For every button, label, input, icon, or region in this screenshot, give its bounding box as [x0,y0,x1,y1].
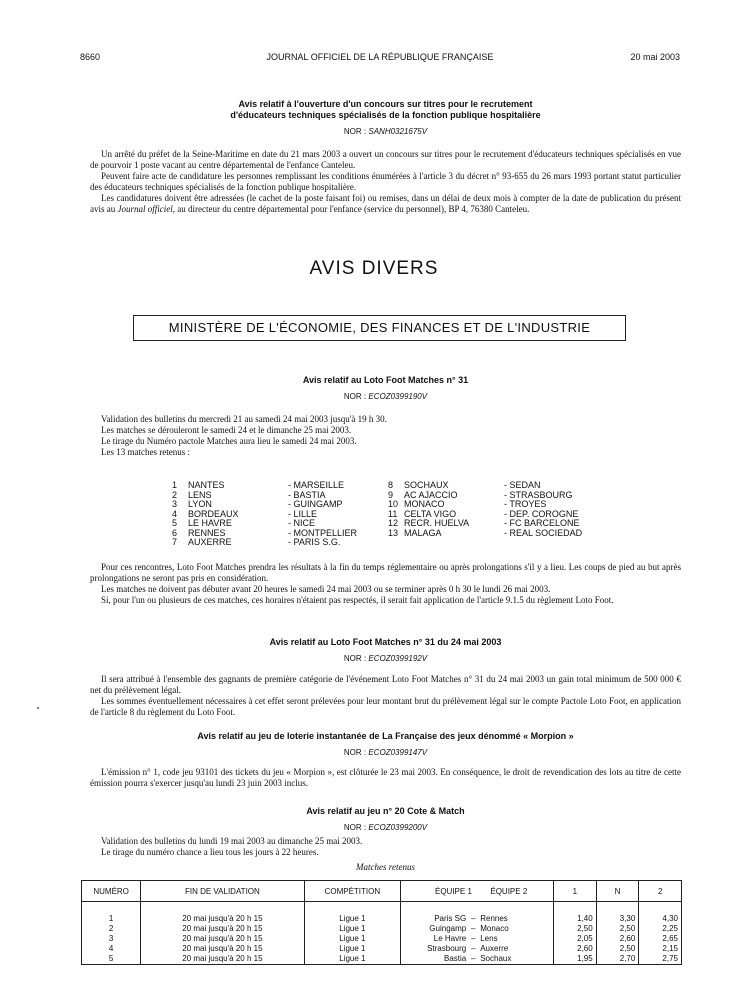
match-row: 10 MONACO - TROYES [388,499,547,509]
avis-cote-match [90,806,681,872]
avis-title: Avis relatif au jeu de loterie instantanée de La Française des jeux dénommé « Morpion » [197,731,574,741]
paragraph: Validation des bulletins du mercredi 21 au samedi 24 mai 2003 jusqu'à 19 h 30. [101,414,387,424]
avis-concours-title: Avis relatif à l'ouverture d'un concours sur titres pour le recrutement d'éducateurs techniques spécialisés de la fonction publique hospitalière [230,99,541,120]
nor-reference: NOR : ECOZ0399147V [343,748,428,757]
table-row: 5 20 mai jusqu'à 20 h 15 Ligue 1 Bastia – Sochaux 1,95 2,70 2,75 [82,954,682,965]
paragraph: Les 13 matches retenus : [101,447,190,457]
paragraph: Validation des bulletins du lundi 19 mai 2003 au dimanche 25 mai 2003. [101,836,363,846]
page-number: 8660 [80,52,101,62]
paragraph: L'émission n° 1, code jeu 93101 des tickets du jeu « Morpion », est clôturée le 23 mai 2003. En conséquence, le droit de revendication des lots au titre de cette émission pourra s'exercer jusqu'au lundi 23 juin 2003 inclus. [90,767,681,788]
journal-title: JOURNAL OFFICIEL DE LA RÉPUBLIQUE FRANÇAISE [266,52,494,62]
match-row: 12 RECR. HUELVA - FC BARCELONE [388,518,580,528]
column-header: FIN DE VALIDATION [141,881,304,902]
table-row: 1 20 mai jusqu'à 20 h 15 Ligue 1 Paris SG – Rennes 1,40 3,30 4,30 [82,914,682,924]
column-header: ÉQUIPE 1 ÉQUIPE 2 [401,881,554,902]
match-row: 5 LE HAVRE - NICE [172,518,315,528]
avis-loto-foot-31-gain [90,637,681,718]
nor-reference: NOR : SANH0321675V [343,127,428,136]
match-row: 6 RENNES - MONTPELLIER [172,527,358,538]
section-title: AVIS DIVERS [309,258,439,279]
match-row: 2 LENS - BASTIA [172,489,326,500]
column-header: N [596,881,639,902]
match-row: 8 SOCHAUX - SEDAN [388,480,541,490]
paragraph: Le tirage du Numéro pactole Matches aura lieu le samedi 24 mai 2003. [101,436,357,446]
paragraph: Les sommes éventuellement nécessaires à cet effet seront prélevées pour leur montant brut du prélèvement légal sur le compte Pactole Loto Foot, en application de l'article 8 du règlement du Loto Foot. [90,696,681,717]
issue-date: 20 mai 2003 [630,52,680,62]
avis-loto-foot-31 [90,375,681,458]
table-caption: Matches retenus [356,862,415,872]
nor-reference: NOR : ECOZ0399192V [343,654,428,663]
match-row: 3 LYON - GUINGAMP [172,499,343,509]
table-row: 3 20 mai jusqu'à 20 h 15 Ligue 1 Le Havre – Lens 2,05 2,60 2,65 [82,934,682,944]
table-row: 4 20 mai jusqu'à 20 h 15 Ligue 1 Strasbourg – Auxerre 2,60 2,50 2,15 [82,944,682,954]
match-row: 1 NANTES - MARSEILLE [172,480,345,490]
paragraph: Les candidatures doivent être adressées (le cachet de la poste faisant foi) ou remises, dans un délai de deux mois à compter de la date de publication du présent avis au Journal officiel, au directeur du centre départemental pour l'enfance (service du personnel), BP 4, 76380 Canteleu. [90,193,681,214]
avis-concours [90,99,681,215]
paragraph: Il sera attribué à l'ensemble des gagnants de première catégorie de l'événement Loto Foot Matches n° 31 du 24 mai 2003 un gain total minimum de 500 000 € net du prélèvement légal. [90,674,681,695]
match-row: 7 AUXERRE - PARIS S.G. [172,537,341,547]
matches-column-left [172,481,357,548]
match-row: 4 BORDEAUX - LILLE [172,508,318,519]
table-header-row [82,881,682,902]
avis-title: Avis relatif au Loto Foot Matches n° 31 [302,375,469,385]
match-row: 9 AC AJACCIO - STRASBOURG [388,489,573,500]
column-header: NUMÉRO [82,881,141,902]
column-header: 2 [639,881,682,902]
ministry-heading: MINISTÈRE DE L'ÉCONOMIE, DES FINANCES ET DE L'INDUSTRIE [133,315,626,341]
avis-loto-foot-31-rules [90,562,681,606]
avis-title: Avis relatif au jeu n° 20 Cote & Match [306,806,465,816]
paragraph: Si, pour l'un ou plusieurs de ces matches, ces horaires n'étaient pas respectés, il serait fait application de l'article 9.1.5 du règlement Loto Foot. [101,595,614,605]
matches-table [81,880,682,965]
paragraph: Les matches ne doivent pas débuter avant 20 heures le samedi 24 mai 2003 ou se terminer après 0 h 30 le lundi 26 mai 2003. [101,584,551,594]
running-head [80,52,680,66]
nor-reference: NOR : ECOZ0399190V [343,392,428,401]
table-spacer [82,902,682,915]
column-header: 1 [554,881,597,902]
paragraph: Peuvent faire acte de candidature les personnes remplissant les conditions énumérées à l'article 3 du décret n° 93-655 du 26 mars 1993 portant statut particulier des éducateurs techniques spécialisés de la fonction publique hospitalière. [90,171,681,192]
column-header: COMPÉTITION [304,881,401,902]
avis-morpion [90,731,681,789]
paragraph: Pour ces rencontres, Loto Foot Matches prendra les résultats à la fin du temps réglementaire ou après prolongations s'il y a lieu. Les coups de pied au but après prolongations ne seront pas pris en considération. [90,562,681,583]
match-row: 13 MALAGA - REAL SOCIEDAD [388,527,583,538]
paragraph: Un arrêté du préfet de la Seine-Maritime en date du 21 mars 2003 a ouvert un concours sur titres pour le recrutement d'éducateurs techniques spécialisés en vue de pourvoir 1 poste vacant au centre départemental de l'enfance Canteleu. [90,149,681,170]
paragraph: Le tirage du numéro chance a lieu tous les jours à 22 heures. [101,847,319,857]
avis-title: Avis relatif au Loto Foot Matches n° 31 du 24 mai 2003 [269,637,502,647]
margin-mark [37,707,39,709]
paragraph: Les matches se dérouleront le samedi 24 et le dimanche 25 mai 2003. [101,425,352,435]
table-row: 2 20 mai jusqu'à 20 h 15 Ligue 1 Guingamp – Monaco 2,50 2,50 2,25 [82,924,682,934]
match-row: 11 CELTA VIGO - DEP. COROGNE [388,508,579,519]
matches-column-right [388,481,582,538]
nor-reference: NOR : ECOZ0399200V [343,823,428,832]
